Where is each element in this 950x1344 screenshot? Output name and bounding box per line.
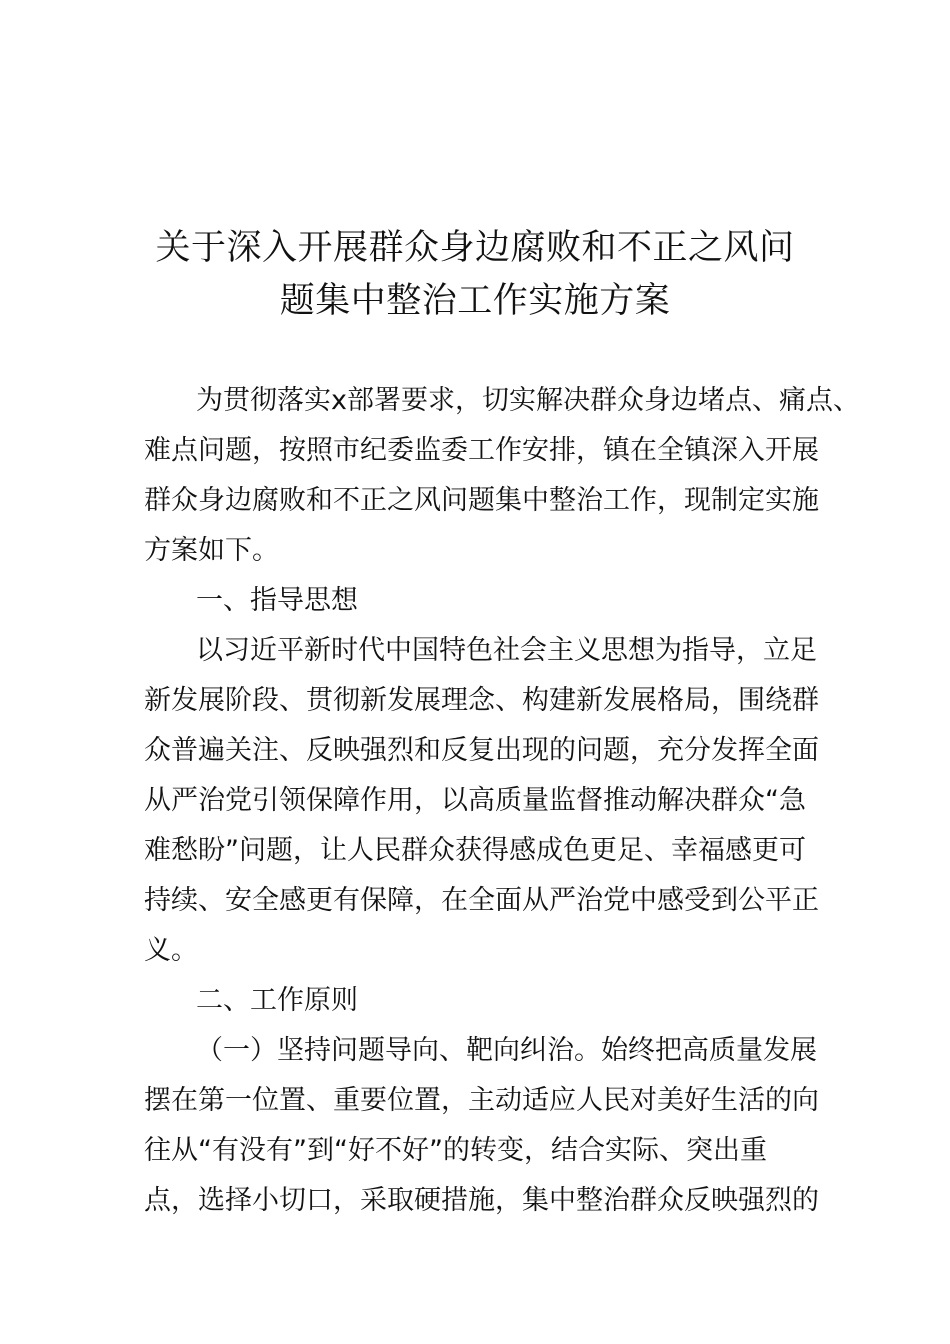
paragraph-principle-one-line: 摆在第一位置、重要位置，主动适应人民对美好生活的向 (144, 1085, 819, 1116)
paragraph-ideology-line: 新发展阶段、贯彻新发展理念、构建新发展格局，围绕群 (144, 685, 819, 716)
paragraph-principle-one-line: 点，选择小切口，采取硬措施，集中整治群众反映强烈的 (144, 1185, 819, 1216)
paragraph-ideology-line: 众普遍关注、反映强烈和反复出现的问题，充分发挥全面 (144, 735, 819, 766)
section-heading-guiding-ideology: 一、指导思想 (196, 585, 358, 616)
paragraph-intro-line: 难点问题，按照市纪委监委工作安排，镇在全镇深入开展 (144, 435, 819, 466)
paragraph-intro-line: 为贯彻落实x部署要求，切实解决群众身边堵点、痛点、 (196, 385, 860, 416)
paragraph-principle-one-line: （一）坚持问题导向、靶向纠治。始终把高质量发展 (196, 1035, 817, 1066)
paragraph-ideology-line: 持续、安全感更有保障，在全面从严治党中感受到公平正 (144, 885, 819, 916)
document-title (0, 222, 950, 328)
document-body (144, 376, 860, 1226)
paragraph-intro-line: 群众身边腐败和不正之风问题集中整治工作，现制定实施 (144, 485, 819, 516)
title-line-1: 关于深入开展群众身边腐败和不正之风问 (155, 228, 795, 268)
paragraph-ideology-line: 从严治党引领保障作用，以高质量监督推动解决群众“急 (144, 785, 806, 816)
paragraph-ideology-line: 难愁盼”问题，让人民群众获得感成色更足、幸福感更可 (144, 835, 806, 866)
section-heading-work-principles: 二、工作原则 (196, 985, 358, 1016)
paragraph-principle-one-line: 往从“有没有”到“好不好”的转变，结合实际、突出重 (144, 1135, 767, 1166)
title-line-2: 题集中整治工作实施方案 (279, 281, 671, 321)
paragraph-intro-line: 方案如下。 (144, 535, 279, 566)
paragraph-ideology-line: 义。 (144, 935, 198, 966)
paragraph-ideology-line: 以习近平新时代中国特色社会主义思想为指导，立足 (196, 635, 817, 666)
